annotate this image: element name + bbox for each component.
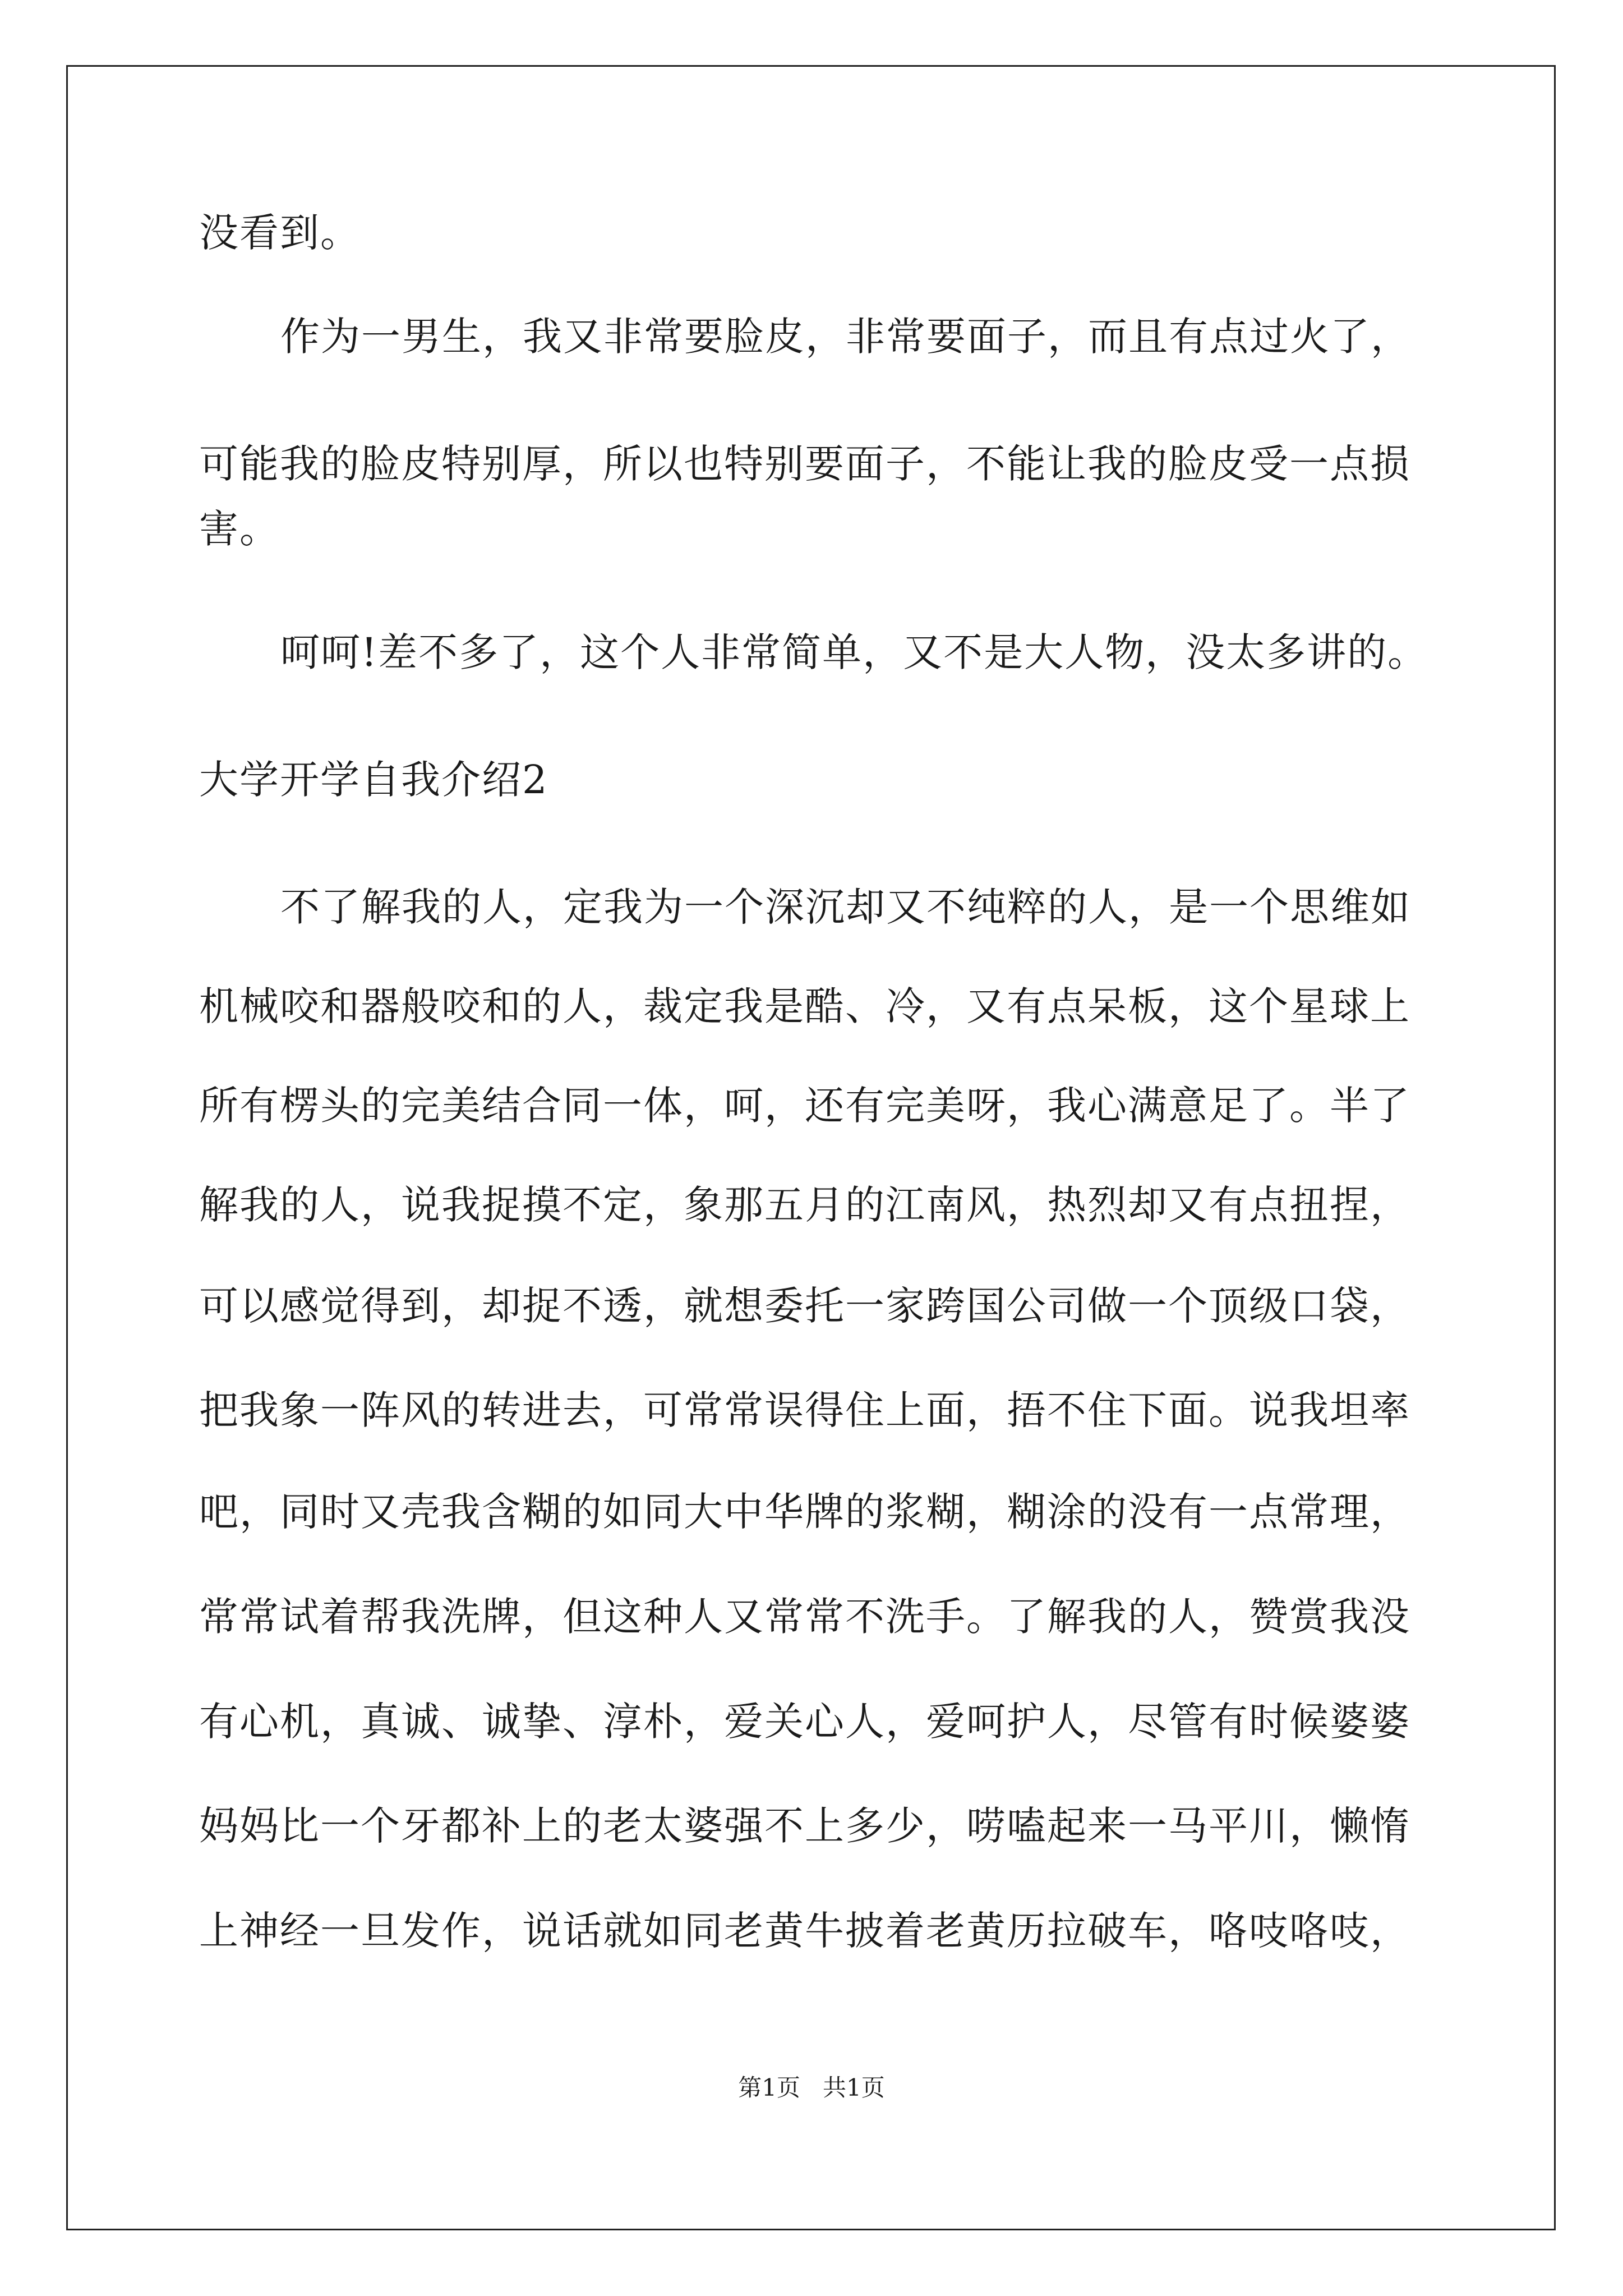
text-line: 把我象一阵风的转进去，可常常误得住上面，捂不住下面。说我坦率 [199,1387,1410,1433]
text-line: 妈妈比一个牙都补上的老太婆强不上多少，唠嗑起来一马平川，懒惰 [199,1803,1410,1849]
text-line: 有心机，真诚、诚挚、淳朴，爱关心人，爱呵护人，尽管有时候婆婆 [199,1699,1410,1745]
text-line: 可以感觉得到，却捉不透，就想委托一家跨国公司做一个顶级口袋， [199,1283,1410,1329]
text-line: 吧，同时又壳我含糊的如同大中华牌的浆糊，糊涂的没有一点常理， [199,1489,1410,1535]
text-line: 所有楞头的完美结合同一体，呵，还有完美呀，我心满意足了。半了 [199,1083,1410,1129]
text-line: 害。 [199,506,280,552]
text-line: 常常试着帮我洗牌，但这种人又常常不洗手。了解我的人，赞赏我没 [199,1594,1410,1640]
text-line: 解我的人，说我捉摸不定，象那五月的江南风，热烈却又有点扭捏， [199,1182,1410,1228]
text-line: 机械咬和器般咬和的人，裁定我是酷、冷，又有点呆板，这个星球上 [199,983,1410,1029]
paragraph-first-line: 呵呵!差不多了，这个人非常简单，又不是大人物，没太多讲的。 [280,629,1428,675]
text-line: 可能我的脸皮特别厚，所以也特别要面子，不能让我的脸皮受一点损 [199,441,1410,487]
text-line: 上神经一旦发作，说话就如同老黄牛披着老黄历拉破车，咯吱咯吱， [199,1908,1410,1954]
paragraph-first-line: 作为一男生，我又非常要脸皮，非常要面子，而且有点过火了， [280,314,1411,360]
page-number-footer: 第1页 共1页 [738,2074,885,2101]
text-line: 没看到。 [199,210,361,256]
section-heading: 大学开学自我介绍2 [199,757,548,803]
paragraph-first-line: 不了解我的人，定我为一个深沉却又不纯粹的人，是一个思维如 [280,884,1411,930]
